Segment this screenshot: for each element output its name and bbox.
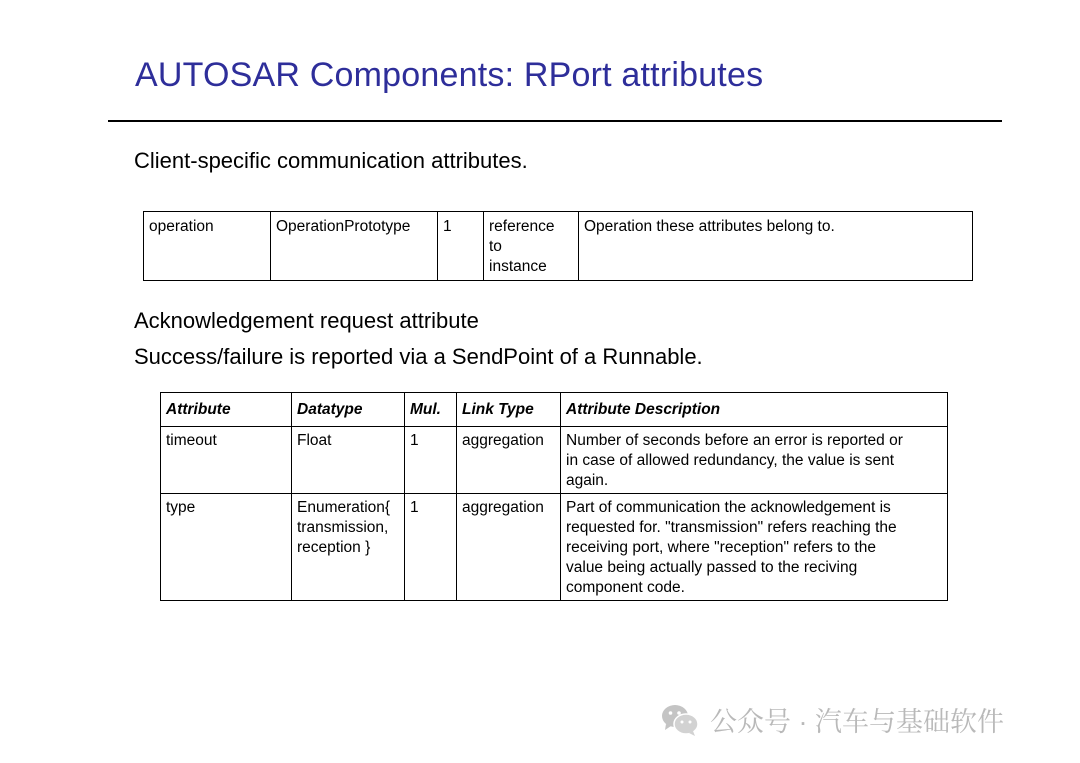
table-cell: type [161,494,292,601]
page-title: AUTOSAR Components: RPort attributes [135,56,764,94]
table-header-row [161,393,948,427]
wechat-icon [660,702,700,738]
table-cell: 1 [405,427,457,494]
table-cell: Number of seconds before an error is reported or in case of allowed redundancy, the value is sent again. [561,427,948,494]
column-header: Link Type [457,393,561,427]
table-cell: Enumeration{ transmission, reception } [292,494,405,601]
table-row [144,212,973,281]
ack-description: Success/failure is reported via a SendPoint of a Runnable. [134,344,703,369]
table-cell: 1 [438,212,484,281]
table-cell: aggregation [457,494,561,601]
column-header: Mul. [405,393,457,427]
table-cell: 1 [405,494,457,601]
title-divider [108,120,1002,122]
ack-heading: Acknowledgement request attribute [134,308,479,333]
table-cell: timeout [161,427,292,494]
table-cell: Float [292,427,405,494]
table-cell: Part of communication the acknowledgement is requested for. "transmission" refers reaching the receiving port, where "reception" refers to the value being actually passed to the reciving component code. [561,494,948,601]
ack-attributes-table [160,392,948,601]
table-cell: OperationPrototype [271,212,438,281]
table-cell: operation [144,212,271,281]
table-row [161,427,948,494]
column-header: Attribute [161,393,292,427]
table-row [161,494,948,601]
column-header: Attribute Description [561,393,948,427]
column-header: Datatype [292,393,405,427]
watermark-text: 公众号 · 汽车与基础软件 [710,707,1004,737]
table-cell: reference to instance [484,212,579,281]
table-cell: Operation these attributes belong to. [579,212,973,281]
watermark [660,700,1004,739]
intro-text: Client-specific communication attributes. [134,148,528,173]
client-attributes-table [143,211,973,281]
table-cell: aggregation [457,427,561,494]
